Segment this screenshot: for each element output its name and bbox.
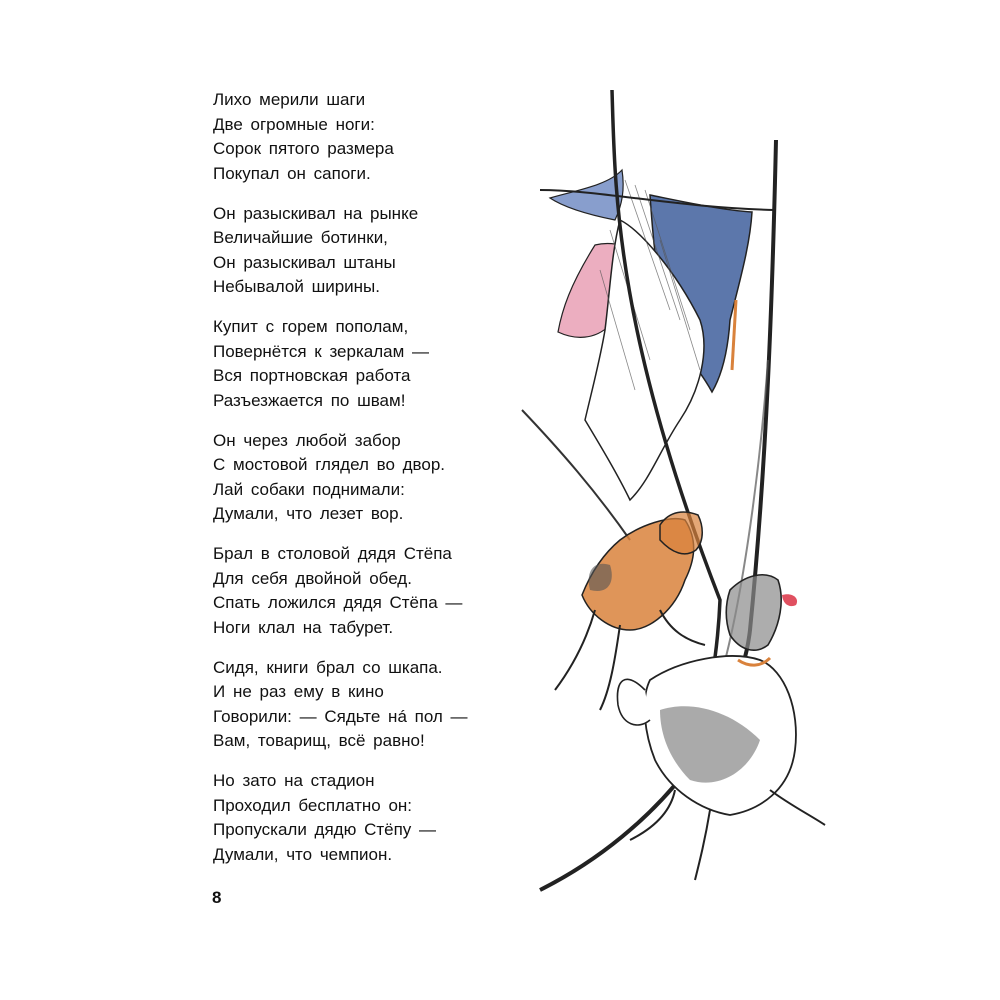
stanza <box>213 656 533 770</box>
poem-line: Лай собаки поднимали: <box>213 479 405 499</box>
poem-line: Повернётся к зеркалам — <box>213 341 430 361</box>
poem-line: Говорили: — Сядьте нá пол — <box>213 706 468 726</box>
poem-line: Для себя двойной обед. <box>213 568 412 588</box>
poem-line: Вам, товарищ, всё равно! <box>213 731 425 750</box>
poem-line: С мостовой глядел во двор. <box>213 455 446 474</box>
stanza <box>213 202 533 316</box>
poem-line: Сорок пятого размера <box>213 139 394 158</box>
poem-line: Думали, что чемпион. <box>213 844 393 864</box>
poem-line: Думали, что лезет вор. <box>213 504 404 523</box>
poem-line: Пропускали дядю Стёпу — <box>213 820 437 839</box>
dog-grey-tongue <box>782 594 797 606</box>
poem-line: Он через любой забор <box>213 430 401 450</box>
poem-text <box>213 88 533 883</box>
poem-line: Вся портновская работа <box>213 366 411 385</box>
poem-line: Спать ложился дядя Стёпа — <box>213 593 463 612</box>
dog-grey-tail <box>617 679 650 725</box>
poem-line: Небывалой ширины. <box>213 277 380 296</box>
stanza <box>213 542 533 656</box>
poem-line: Сидя, книги брал со шкапа. <box>213 657 443 677</box>
stanza <box>213 769 533 883</box>
stanza <box>213 429 533 543</box>
poem-line: Лихо мерили шаги <box>213 90 366 109</box>
poem-line: Он разыскивал штаны <box>213 252 396 272</box>
poem-line: Купит с горем пополам, <box>213 317 409 336</box>
page-number: 8 <box>212 888 222 907</box>
poem-line: Ноги клал на табурет. <box>213 617 394 637</box>
poem-line: Брал в столовой дядя Стёпа <box>213 544 452 563</box>
stanza <box>213 88 533 202</box>
poem-line: Проходил бесплатно он: <box>213 795 413 815</box>
poem-line: Разъезжается по швам! <box>213 390 406 410</box>
poem-line: Две огромные ноги: <box>213 114 375 134</box>
poem-line: И не раз ему в кино <box>213 682 384 701</box>
dog-grey-head <box>726 575 781 650</box>
poem-line: Покупал он сапоги. <box>213 163 371 183</box>
poem-line: Он разыскивал на рынке <box>213 203 419 223</box>
illustration-legs-and-dogs <box>500 70 860 910</box>
poem-line: Но зато на стадион <box>213 771 375 790</box>
poem-line: Величайшие ботинки, <box>213 228 388 247</box>
stanza <box>213 315 533 429</box>
